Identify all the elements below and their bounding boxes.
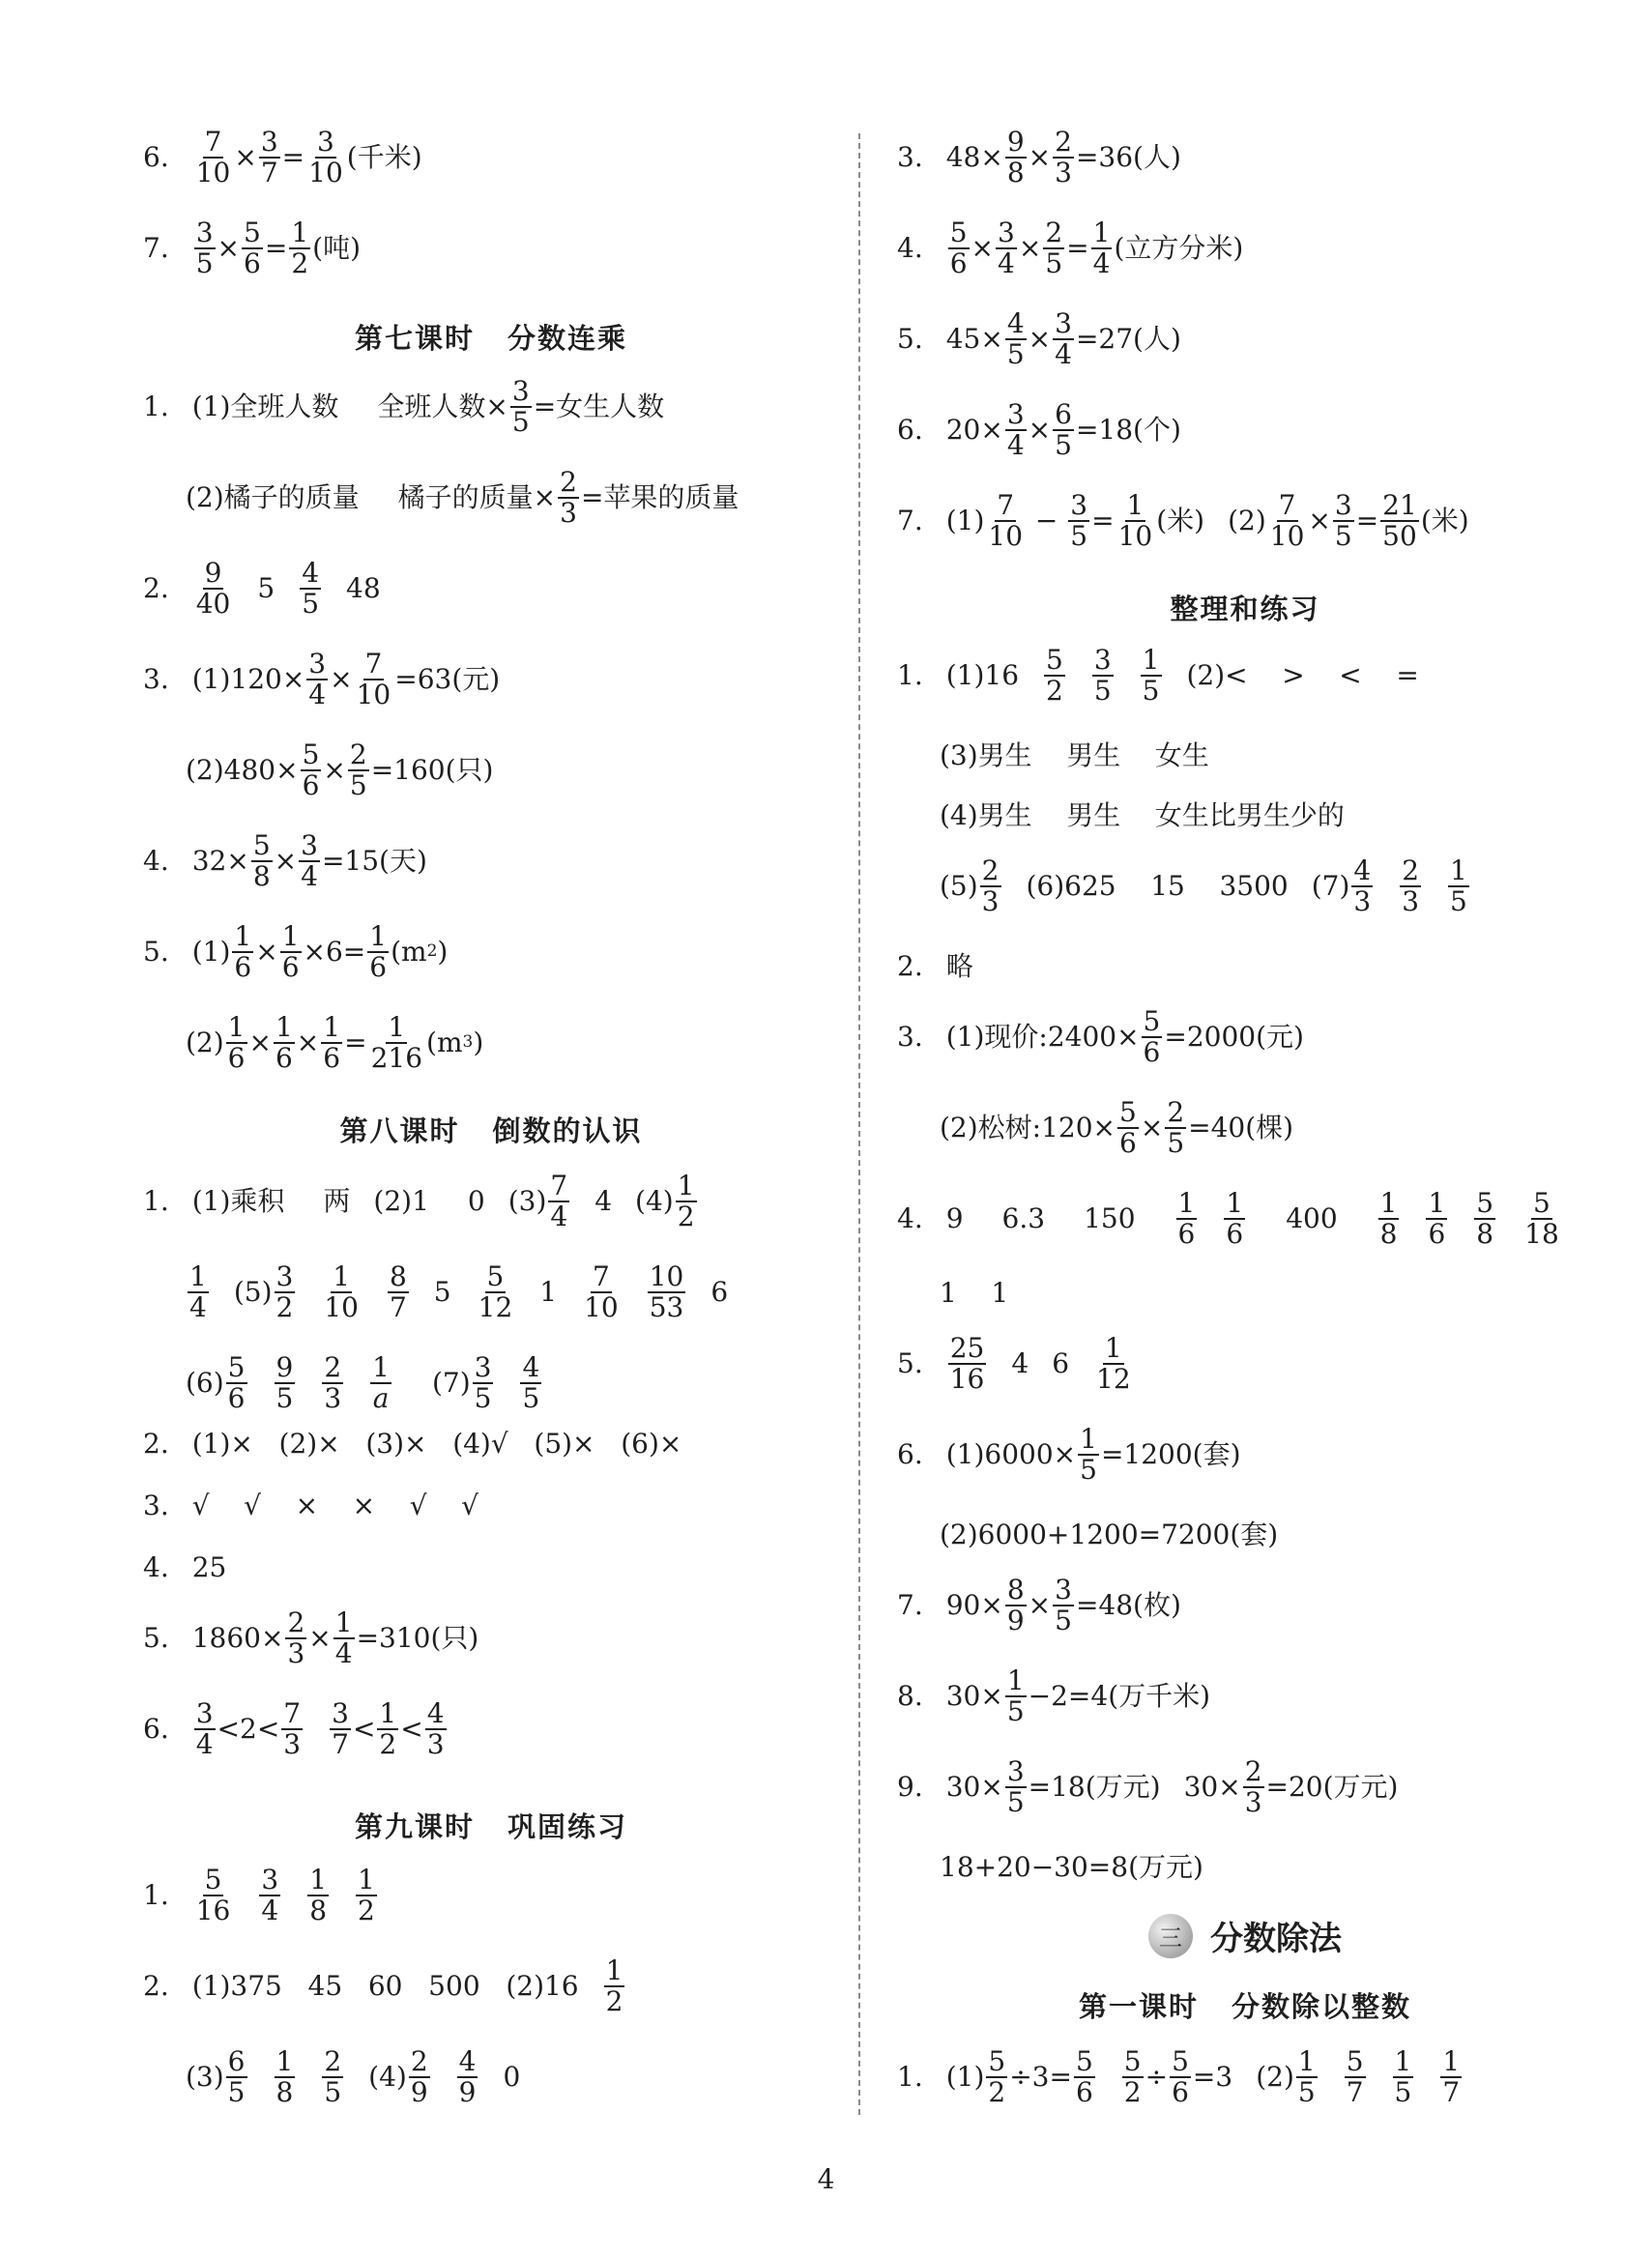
fraction: $\frac{6}{5}$: [227, 2045, 246, 2108]
ch3-lesson1-q1: 1. (1) $\frac{5}{2}$ ÷3= $\frac{5}{6}$ $\frac{5}{2}$ ÷ $\frac{5}{6}$ =3 (2) $\frac{1}{5}$ $\frac{5}{7}$ $\frac{1}{5}$ $\frac{1}{7}$: [897, 2045, 1461, 2108]
fraction: $\frac{5}{6}$: [1075, 2045, 1093, 2108]
review-q6-line1: 6. (1)6000× $\frac{1}{5}$ =1200(套): [897, 1423, 1241, 1486]
fraction: $\frac{3}{2}$: [275, 1260, 294, 1323]
fraction: $\frac{10}{53}$: [649, 1260, 684, 1323]
fraction: $\frac{1}{10}$: [324, 1260, 359, 1323]
lesson8-q2: 2. (1)× (2)× (3)× (4)√ (5)× (6)×: [143, 1428, 682, 1460]
fraction: $\frac{2}{3}$: [1055, 126, 1072, 188]
lesson8-q1-line3: (6) $\frac{5}{6}$ $\frac{9}{5}$ $\frac{2}{3}$ $\frac{1}{a}$ (7) $\frac{3}{5}$ $\frac{4}{5}$: [186, 1351, 540, 1414]
fraction: $\frac{3}{4}$: [998, 217, 1015, 279]
column-divider: [858, 133, 860, 2115]
review-q1-line4: (5) $\frac{2}{3}$ (6)625 15 3500 (7) $\frac{4}{3}$ $\frac{2}{3}$ $\frac{1}{5}$: [940, 854, 1467, 917]
answer-4: 4. $\frac{5}{6}$ × $\frac{3}{4}$ × $\frac{2}{5}$ = $\frac{1}{4}$ (立方分米): [897, 217, 1244, 279]
fraction: $\frac{1}{6}$: [275, 1011, 293, 1074]
fraction: $\frac{1}{4}$: [189, 1260, 207, 1323]
fraction: $\frac{5}{2}$: [988, 2045, 1006, 2108]
fraction: $\frac{1}{6}$: [281, 920, 300, 983]
lesson8-q1-line1: 1. (1)乘积 两 (2)1 0 (3) $\frac{7}{4}$ 4 (4) $\frac{1}{2}$: [143, 1170, 695, 1232]
review-q3-line2: (2)松树:120× $\frac{5}{6}$ × $\frac{2}{5}$ =40(棵): [940, 1096, 1294, 1159]
fraction: $\frac{3}{4}$: [1006, 398, 1025, 461]
lesson7-q5-part2: (2) $\frac{1}{6}$ × $\frac{1}{6}$ × $\frac{1}{6}$ = $\frac{1}{216}$ (m 3 ): [186, 1011, 484, 1074]
fraction: $\frac{5}{6}$: [949, 217, 968, 279]
fraction: $\frac{1}{6}$: [369, 920, 388, 983]
fraction: $\frac{1}{7}$: [1442, 2045, 1461, 2108]
fraction: $\frac{4}{9}$: [458, 2045, 477, 2108]
fraction: $\frac{1}{5}$: [1080, 1423, 1097, 1486]
review-q9-line2: 18+20−30=8(万元): [940, 1851, 1203, 1883]
answer-5: 5. 45× $\frac{4}{5}$ × $\frac{3}{4}$ =27(人): [897, 307, 1181, 370]
review-q7: 7. 90× $\frac{8}{9}$ × $\frac{3}{5}$ =48(枚): [897, 1574, 1181, 1636]
fraction: $\frac{1}{5}$: [1450, 854, 1467, 917]
fraction: $\frac{3}{7}$: [260, 126, 278, 188]
chapter-badge-icon: 三: [1148, 1914, 1193, 1958]
fraction: $\frac{1}{6}$: [234, 920, 252, 983]
fraction: $\frac{5}{6}$: [244, 217, 261, 279]
fraction: $\frac{4}{3}$: [1353, 854, 1372, 917]
lesson8-q3: 3. √ √ × × √ √: [143, 1490, 479, 1521]
fraction: $\frac{3}{4}$: [261, 1864, 279, 1926]
lesson-heading-ch3-1: 第一课时 分数除以整数: [1078, 1990, 1412, 2023]
fraction: $\frac{8}{7}$: [389, 1260, 407, 1323]
fraction: $\frac{1}{2}$: [605, 1954, 623, 2017]
lesson-heading-7: 第七课时 分数连乘: [354, 322, 628, 355]
lesson-heading-8: 第八课时 倒数的认识: [339, 1114, 643, 1147]
fraction: $\frac{5}{7}$: [1346, 2045, 1364, 2108]
item-number: 7.: [143, 231, 169, 264]
fraction: $\frac{3}{5}$: [1070, 489, 1088, 552]
lesson9-q1: 1. $\frac{5}{16}$ $\frac{3}{4}$ $\frac{1}{8}$ $\frac{1}{2}$: [143, 1864, 375, 1926]
answer-6: 6. 20× $\frac{3}{4}$ × $\frac{6}{5}$ =18(个): [897, 398, 1181, 461]
fraction: $\frac{4}{5}$: [522, 1351, 540, 1414]
fraction: $\frac{7}{10}$: [988, 489, 1024, 552]
fraction: $\frac{1}{4}$: [1092, 217, 1111, 279]
fraction: $\frac{1}{10}$: [1117, 489, 1153, 552]
review-q9-line1: 9. 30× $\frac{3}{5}$ =18(万元) 30× $\frac{2}{3}$ =20(万元): [897, 1755, 1399, 1818]
item-number: 6.: [143, 140, 169, 173]
lesson7-q3-part1: 3. (1)120× $\frac{3}{4}$ × $\frac{7}{10}$ =63(元): [143, 648, 501, 710]
fraction: $\frac{9}{40}$: [195, 557, 231, 620]
fraction: $\frac{2}{5}$: [349, 738, 367, 801]
fraction: $\frac{25}{16}$: [949, 1332, 985, 1395]
fraction: $\frac{1}{6}$: [227, 1011, 246, 1074]
fraction: $\frac{5}{6}$: [1143, 1005, 1161, 1068]
fraction: $\frac{5}{6}$: [1172, 2045, 1189, 2108]
fraction: $\frac{3}{4}$: [1055, 307, 1072, 370]
lesson8-q5: 5. 1860× $\frac{2}{3}$ × $\frac{1}{4}$ =310(只): [143, 1606, 479, 1669]
fraction: $\frac{3}{5}$: [511, 375, 530, 438]
fraction: $\frac{3}{5}$: [1055, 1574, 1072, 1636]
lesson-heading-9: 第九课时 巩固练习: [354, 1810, 628, 1843]
fraction: $\frac{5}{2}$: [1123, 2045, 1142, 2108]
fraction: $\frac{9}{5}$: [275, 1351, 294, 1414]
fraction: $\frac{6}{5}$: [1055, 398, 1072, 461]
fraction: $\frac{7}{10}$: [584, 1260, 619, 1323]
fraction: $\frac{3}{4}$: [308, 648, 327, 710]
fraction: $\frac{1}{5}$: [1297, 2045, 1316, 2108]
fraction: $\frac{2}{3}$: [287, 1606, 305, 1669]
lesson8-q1-line2: $\frac{1}{4}$ (5) $\frac{3}{2}$ $\frac{1}{10}$ $\frac{8}{7}$ 5 $\frac{5}{12}$ 1 $\frac{7}{10}$ $\frac{10}{53}$ 6: [189, 1260, 729, 1323]
fraction: $\frac{5}{12}$: [478, 1260, 513, 1323]
lesson9-q2-line1: 2. (1)375 45 60 500 (2)16 $\frac{1}{2}$: [143, 1954, 623, 2017]
fraction: $\frac{3}{7}$: [332, 1697, 349, 1760]
fraction: $\frac{7}{10}$: [195, 126, 231, 188]
lesson7-q3-part2: (2)480× $\frac{5}{6}$ × $\frac{2}{5}$ =160(只): [186, 738, 494, 801]
fraction: $\frac{7}{10}$: [1269, 489, 1305, 552]
answer-3: 3. 48× $\frac{9}{8}$ × $\frac{2}{3}$ =36(人): [897, 126, 1181, 188]
chapter-title: 分数除法: [1210, 1920, 1342, 1958]
answer-7: 7. $\frac{3}{5}$ × $\frac{5}{6}$ = $\frac{1}{2}$ (吨): [143, 217, 361, 279]
fraction: $\frac{3}{4}$: [301, 829, 318, 892]
fraction: $\frac{1}{a}$: [372, 1351, 390, 1414]
fraction: $\frac{3}{5}$: [1334, 489, 1352, 552]
fraction: $\frac{5}{18}$: [1524, 1187, 1559, 1250]
answer-7: 7. (1) $\frac{7}{10}$ − $\frac{3}{5}$ = $\frac{1}{10}$ (米) (2) $\frac{7}{10}$ × $\frac{3}{5}$ = $\frac{21}{50}$ (米): [897, 489, 1469, 552]
fraction: $\frac{5}{8}$: [252, 829, 271, 892]
fraction: $\frac{4}{3}$: [426, 1697, 445, 1760]
fraction: $\frac{1}{6}$: [323, 1011, 341, 1074]
review-q6-line2: (2)6000+1200=7200(套): [940, 1519, 1279, 1550]
fraction: $\frac{3}{5}$: [195, 217, 214, 279]
answer-6: 6. $\frac{7}{10}$ × $\frac{3}{7}$ = $\frac{3}{10}$ (千米): [143, 126, 422, 188]
review-q1-line2: (3)男生 男生 女生: [940, 739, 1209, 771]
page-number: 4: [817, 2163, 835, 2195]
fraction: $\frac{8}{9}$: [1006, 1574, 1025, 1636]
fraction: $\frac{1}{2}$: [358, 1864, 375, 1926]
fraction: $\frac{7}{3}$: [283, 1697, 302, 1760]
review-q4-line1: 4. 9 6.3 150 $\frac{1}{6}$ $\frac{1}{6}$ 400 $\frac{1}{8}$ $\frac{1}{6}$ $\frac{5}{8}$ $\frac{5}{18}$: [897, 1187, 1559, 1250]
fraction: $\frac{1}{8}$: [1379, 1187, 1398, 1250]
fraction: $\frac{1}{6}$: [1226, 1187, 1244, 1250]
review-q8: 8. 30× $\frac{1}{5}$ −2=4(万千米): [897, 1664, 1211, 1727]
fraction: $\frac{5}{2}$: [1046, 644, 1063, 707]
fraction: $\frac{3}{5}$: [474, 1351, 492, 1414]
fraction: $\frac{1}{12}$: [1096, 1332, 1131, 1395]
review-q3-line1: 3. (1)现价:2400× $\frac{5}{6}$ =2000(元): [897, 1005, 1304, 1068]
fraction: $\frac{2}{3}$: [981, 854, 1000, 917]
fraction: $\frac{4}{5}$: [1006, 307, 1025, 370]
fraction: $\frac{1}{216}$: [370, 1011, 423, 1074]
fraction: $\frac{2}{5}$: [324, 2045, 342, 2108]
lesson9-q2-line2: (3) $\frac{6}{5}$ $\frac{1}{8}$ $\frac{2}{5}$ (4) $\frac{2}{9}$ $\frac{4}{9}$ 0: [186, 2045, 521, 2108]
fraction: $\frac{3}{10}$: [308, 126, 343, 188]
fraction: $\frac{7}{10}$: [356, 648, 391, 710]
fraction: $\frac{2}{3}$: [560, 466, 577, 529]
fraction: $\frac{1}{8}$: [275, 2045, 294, 2108]
fraction: $\frac{3}{5}$: [1093, 644, 1112, 707]
fraction: $\frac{1}{2}$: [291, 217, 309, 279]
review-q1-line1: 1. (1)16 $\frac{5}{2}$ $\frac{3}{5}$ $\frac{1}{5}$ (2)< > < =: [897, 644, 1419, 707]
fraction: $\frac{5}{6}$: [1119, 1096, 1137, 1159]
fraction: $\frac{2}{3}$: [1402, 854, 1420, 917]
fraction: $\frac{5}{16}$: [195, 1864, 231, 1926]
fraction: $\frac{5}{6}$: [227, 1351, 246, 1414]
fraction: $\frac{1}{2}$: [677, 1170, 695, 1232]
lesson7-q1-part1: 1. (1)全班人数 全班人数× $\frac{3}{5}$ =女生人数: [143, 375, 665, 438]
lesson7-q5-part1: 5. (1) $\frac{1}{6}$ × $\frac{1}{6}$ ×6= $\frac{1}{6}$ (m 2 ): [143, 920, 449, 983]
fraction: $\frac{1}{5}$: [1394, 2045, 1412, 2108]
fraction: $\frac{21}{50}$: [1382, 489, 1417, 552]
fraction: $\frac{2}{5}$: [1167, 1096, 1185, 1159]
fraction: $\frac{1}{2}$: [379, 1697, 397, 1760]
fraction: $\frac{5}{6}$: [302, 738, 320, 801]
fraction: $\frac{9}{8}$: [1006, 126, 1025, 188]
lesson7-q1-part2: (2)橘子的质量 橘子的质量× $\frac{2}{3}$ =苹果的质量: [186, 466, 739, 529]
lesson8-q4: 4. 25: [143, 1551, 227, 1583]
fraction: $\frac{7}{4}$: [550, 1170, 568, 1232]
fraction: $\frac{1}{6}$: [1177, 1187, 1196, 1250]
fraction: $\frac{2}{3}$: [1244, 1755, 1262, 1818]
lesson7-q2: 2. $\frac{9}{40}$ 5 $\frac{4}{5}$ 48: [143, 557, 381, 620]
fraction: $\frac{1}{4}$: [334, 1606, 353, 1669]
review-q1-line3: (4)男生 男生 女生比男生少的: [940, 799, 1345, 831]
chapter-heading: [897, 1912, 1593, 1959]
review-q4-line2: 1 1: [940, 1277, 1009, 1309]
fraction: $\frac{5}{8}$: [1476, 1187, 1494, 1250]
fraction: $\frac{4}{5}$: [302, 557, 320, 620]
fraction: $\frac{3}{4}$: [195, 1697, 214, 1760]
fraction: $\frac{1}{5}$: [1006, 1664, 1025, 1727]
fraction: $\frac{2}{3}$: [324, 1351, 342, 1414]
fraction: $\frac{3}{5}$: [1006, 1755, 1025, 1818]
fraction: $\frac{1}{8}$: [309, 1864, 328, 1926]
review-q2: 2. 略: [897, 950, 973, 982]
fraction: $\frac{1}{6}$: [1428, 1187, 1446, 1250]
lesson8-q6: 6. $\frac{3}{4}$ <2< $\frac{7}{3}$ $\frac{3}{7}$ < $\frac{1}{2}$ < $\frac{4}{3}$: [143, 1697, 445, 1760]
lesson7-q4: 4. 32× $\frac{5}{8}$ × $\frac{3}{4}$ =15(天): [143, 829, 427, 892]
fraction: $\frac{1}{5}$: [1142, 644, 1160, 707]
review-q5: 5. $\frac{25}{16}$ 4 6 $\frac{1}{12}$: [897, 1332, 1131, 1395]
fraction: $\frac{2}{5}$: [1045, 217, 1063, 279]
fraction: $\frac{2}{9}$: [410, 2045, 428, 2108]
section-heading-review: 整理和练习: [1170, 593, 1320, 625]
